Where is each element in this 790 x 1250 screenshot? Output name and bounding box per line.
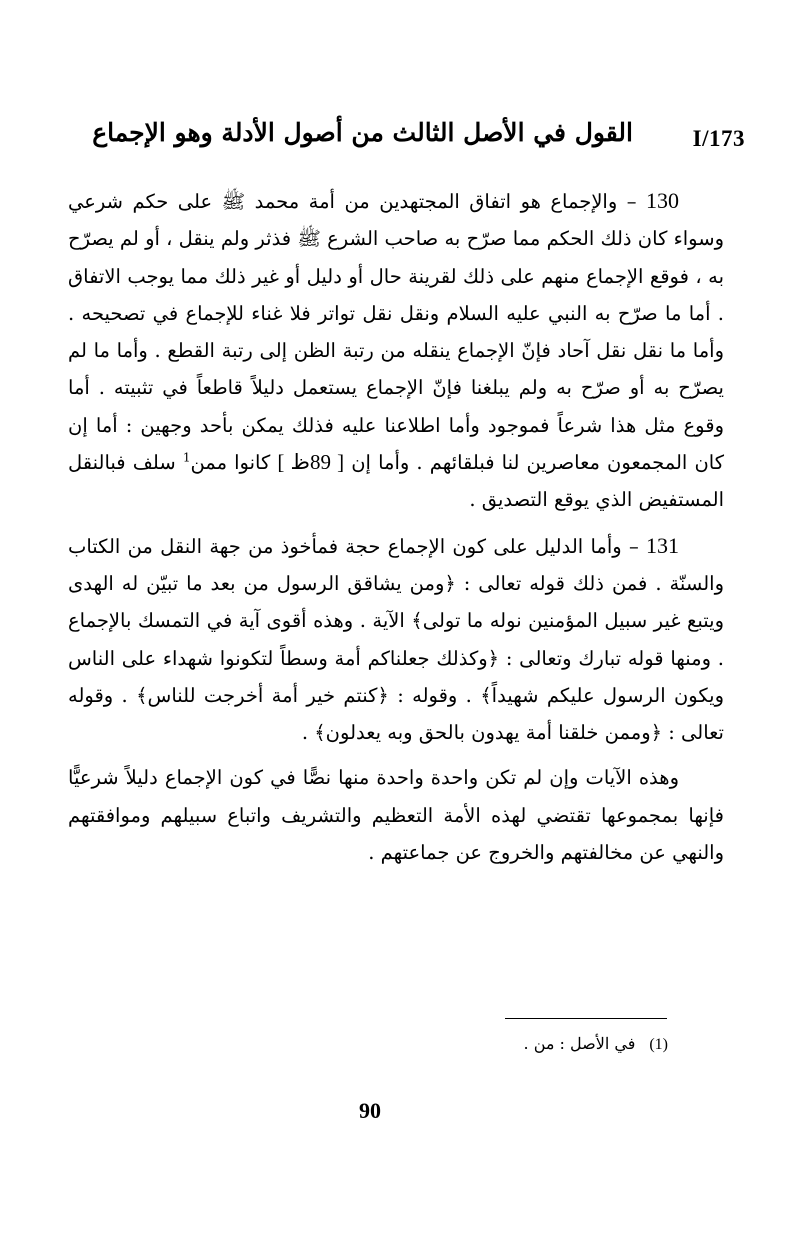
manuscript-folio-mark: [ 89ظ ]: [277, 450, 345, 475]
page-header: [92, 118, 745, 168]
paragraph-131: [68, 527, 724, 752]
paragraph-number: 130: [646, 188, 679, 213]
paragraph-conclusion: وهذه الآيات وإن لم تكن واحدة واحدة منها نصًّا في كون الإجماع دليلاً شرعيًّا فإنها بمجموعها تقتضي لهذه الأمة التعظيم والتشريف واتباع سبيلهم وموافقتهم والنهي عن مخالفتهم والخروج عن جماعتهم .: [68, 766, 724, 865]
footnote-separator: [505, 1018, 667, 1019]
footnote-text: في الأصل : من .: [523, 1034, 636, 1053]
page-number: 90: [359, 1098, 381, 1123]
main-text: [68, 182, 724, 871]
paragraph-text: – وأما الدليل على كون الإجماع حجة فمأخوذ من جهة النقل من الكتاب والسنّة . فمن ذلك قوله تعالى : ﴿ومن يشاقق الرسول من بعد ما تبيّن له الهدى ويتبع غير سبيل المؤمنين نوله ما تولى﴾ الآية . وهذه أقوى آية في التمسك بالإجماع . ومنها قوله تبارك وتعالى : ﴿وكذلك جعلناكم أمة وسطاً لتكونوا شهداء على الناس ويكون الرسول عليكم شهيداً﴾ . وقوله : ﴿كنتم خير أمة أخرجت للناس﴾ . وقوله تعالى : ﴿وممن خلقنا أمة يهدون بالحق وبه يعدلون﴾ .: [68, 534, 724, 745]
footnote: [524, 1034, 668, 1054]
paragraph-text: سلف فبالنقل المستفيض الذي يوقع التصديق .: [68, 451, 724, 512]
footnote-reference: 1: [182, 450, 191, 465]
paragraph-130: [68, 182, 724, 519]
paragraph-number: 131: [646, 532, 679, 558]
source-page-reference: I/173: [692, 126, 745, 151]
footnote-number: (1): [649, 1036, 668, 1053]
chapter-heading: القول في الأصل الثالث من أصول الأدلة وهو الإجماع: [92, 118, 633, 147]
paragraph-text: – والإجماع هو اتفاق المجتهدين من أمة محمد ﷺ على حكم شرعي وسواء كان ذلك الحكم مما صرّح به صاحب الشرع ﷺ فذثر ولم ينقل ، أو لم يصرّح به ، فوقع الإجماع منهم على ذلك لقرينة حال أو دليل أو غير ذلك مما يوجب الاتفاق . أما ما صرّح به النبي عليه السلام ونقل نقل تواتر فلا غناء للإجماع في تصحيحه . وأما ما نقل نقل آحاد فإنّ الإجماع ينقله من رتبة الظن إلى رتبة القطع . وأما ما لم يصرّح به أو صرّح به ولم يبلغنا فإنّ الإجماع يستعمل دليلاً قاطعاً في تثبيته . أما وقوع مثل هذا شرعاً فموجود وأما اطلاعنا عليه فذلك يمكن بأحد وجهين : أما إن كان المجمعون معاصرين لنا فبلقائهم . وأما إن: [68, 190, 724, 475]
paragraph-text: كانوا ممن: [190, 451, 278, 475]
